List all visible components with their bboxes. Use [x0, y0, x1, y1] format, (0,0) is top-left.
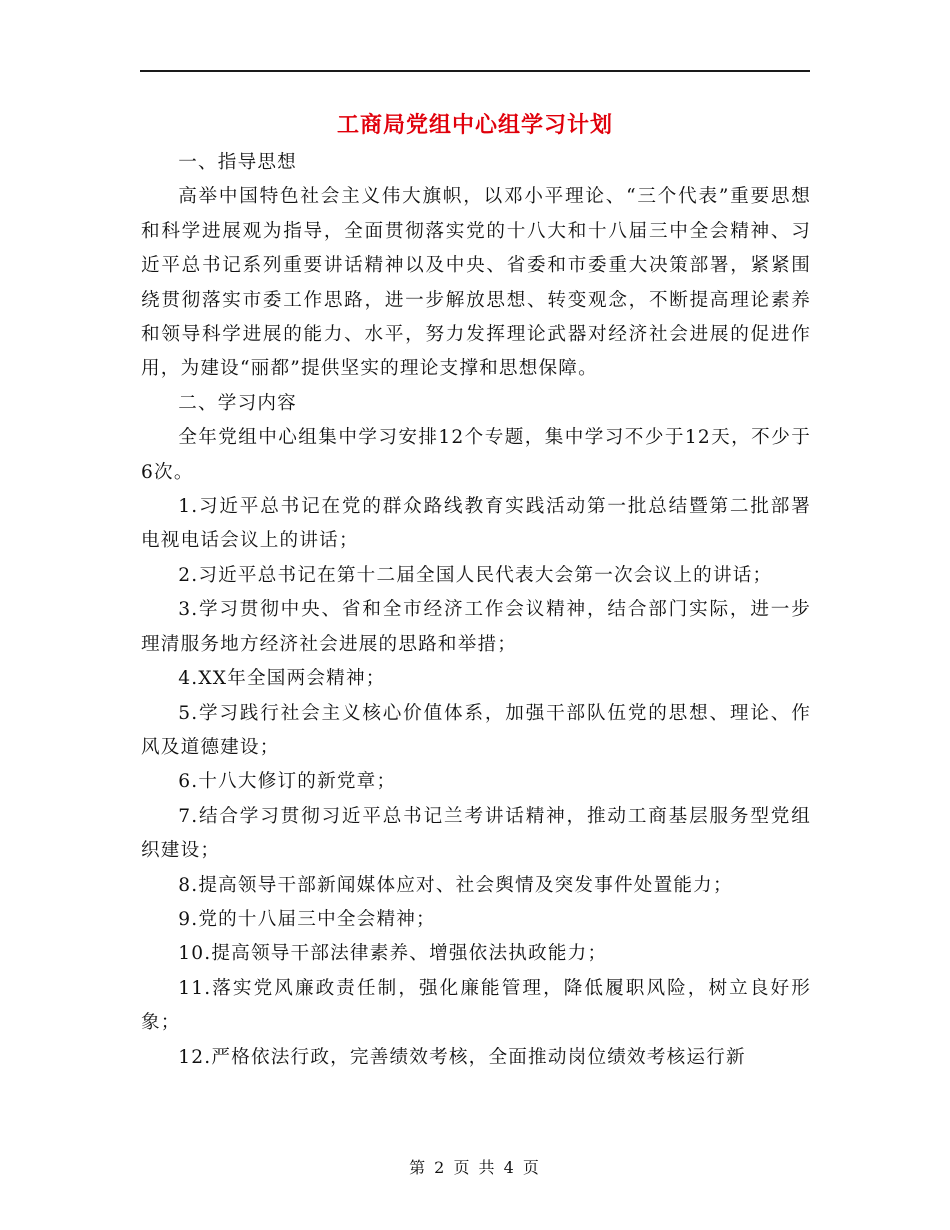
list-item: 4.XX年全国两会精神；	[178, 668, 386, 690]
list-item: 10.提高领导干部法律素养、增强依法执政能力；	[178, 943, 608, 965]
section-heading: 二、学习内容	[178, 392, 297, 414]
list-item: 8.提高领导干部新闻媒体应对、社会舆情及突发事件处置能力；	[178, 874, 733, 896]
page-number: 第 2 页 共 4 页	[409, 1158, 541, 1177]
paragraph: 全年党组中心组集中学习安排12个专题，集中学习不少于12天，不少于6次。	[141, 427, 811, 483]
document-title: 工商局党组中心组学习计划	[336, 112, 613, 138]
list-item: 2.习近平总书记在第十二届全国人民代表大会第一次会议上的讲话；	[178, 564, 773, 586]
list-item: 1.习近平总书记在党的群众路线教育实践活动第一批总结暨第二批部署电视电话会议上的讲话；	[141, 496, 811, 552]
list-item: 5.学习践行社会主义核心价值体系，加强干部队伍党的思想、理论、作风及道德建设；	[141, 702, 811, 758]
list-item: 3.学习贯彻中央、省和全市经济工作会议精神，结合部门实际，进一步理清服务地方经济社会进展的思路和举措；	[141, 599, 811, 655]
section-heading: 一、指导思想	[178, 152, 297, 173]
list-item: 7.结合学习贯彻习近平总书记兰考讲话精神，推动工商基层服务型党组织建设；	[141, 805, 811, 862]
header-rule	[140, 70, 810, 72]
paragraph: 高举中国特色社会主义伟大旗帜，以邓小平理论、“三个代表”重要思想和科学进展观为指导，全面贯彻落实党的十八大和十八届三中全会精神、习近平总书记系列重要讲话精神以及中央、省委和市委重大决策部署，紧紧围绕贯彻落实市委工作思路，进一步解放思想、转变观念，不断提高理论素养和领导科学进展的能力、水平，努力发挥理论武器对经济社会进展的促进作用，为建设“丽都”提供坚实的理论支撑和思想保障。	[141, 186, 811, 380]
list-item: 11.落实党风廉政责任制，强化廉能管理，降低履职风险，树立良好形象；	[141, 977, 811, 1034]
document-body	[141, 146, 811, 1075]
list-item: 6.十八大修订的新党章；	[178, 771, 397, 793]
list-item: 12.严格依法行政，完善绩效考核，全面推动岗位绩效考核运行新	[178, 1046, 746, 1068]
list-item: 9.党的十八届三中全会精神；	[178, 908, 436, 930]
